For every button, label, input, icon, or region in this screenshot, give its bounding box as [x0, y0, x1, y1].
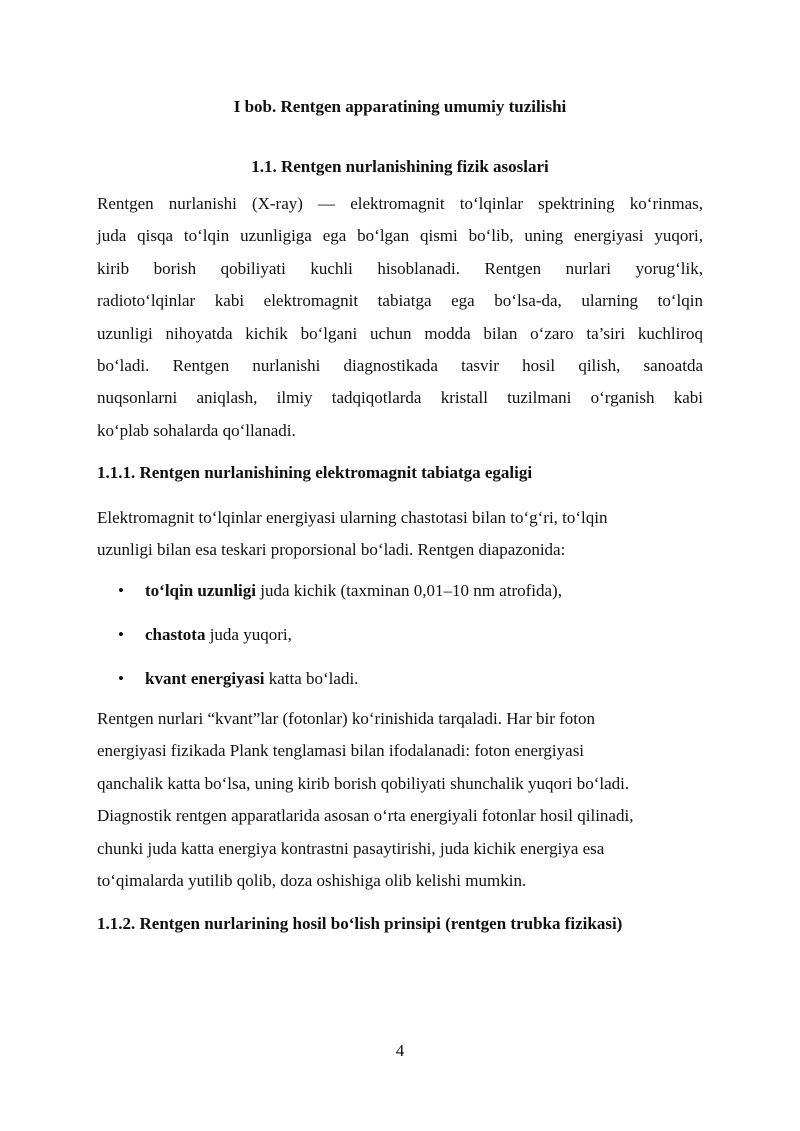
page-number: 4 — [395, 1041, 405, 1060]
bullet-term: to‘lqin uzunligi — [145, 581, 257, 600]
paragraph-line: qanchalik katta bo‘lsa, uning kirib borish qobiliyati shunchalik yuqori bo‘ladi. — [97, 773, 630, 793]
paragraph-line: to‘qimalarda yutilib qolib, doza oshishiga olib kelishi mumkin. — [97, 871, 527, 891]
bullet-term: kvant energiyasi — [145, 669, 265, 688]
paragraph-line: kirib borish qobiliyati kuchli hisoblanadi. Rentgen nurlari yorug‘lik, — [97, 258, 703, 278]
bullet-description: katta bo‘ladi. — [264, 669, 359, 688]
paragraph-line: nuqsonlarni aniqlash, ilmiy tadqiqotlarda kristall tuzilmani o‘rganish kabi — [97, 388, 703, 408]
section-title: 1.1. Rentgen nurlanishining fizik asoslari — [251, 157, 549, 176]
bullet-icon: • — [118, 625, 124, 644]
paragraph-line: juda qisqa to‘lqin uzunligiga ega bo‘lgan qismi bo‘lib, uning energiyasi yuqori, — [97, 226, 703, 246]
paragraph-line: Rentgen nurlanishi (X-ray) — elektromagnit to‘lqinlar spektrining ko‘rinmas, — [97, 194, 703, 213]
paragraph-line: chunki juda katta energiya kontrastni pasaytirishi, juda kichik energiya esa — [97, 838, 605, 858]
paragraph-line: uzunligi nihoyatda kichik bo‘lgani uchun modda bilan o‘zaro ta’siri kuchliroq — [97, 323, 703, 343]
paragraph-line: radioto‘lqinlar kabi elektromagnit tabiatga ega bo‘lsa-da, ularning to‘lqin — [97, 291, 703, 311]
subsection-1-after-paragraph — [97, 703, 707, 897]
bullet-icon: • — [118, 669, 124, 688]
chapter-title: I bob. Rentgen apparatining umumiy tuzilishi — [233, 97, 567, 116]
bullet-icon: • — [118, 581, 124, 600]
paragraph-line: Rentgen nurlari “kvant”lar (fotonlar) ko‘rinishida tarqaladi. Har bir foton — [97, 709, 596, 728]
paragraph-line: bo‘ladi. Rentgen nurlanishi diagnostikada tasvir hosil qilish, sanoatda — [97, 356, 703, 376]
bullet-description: juda yuqori, — [205, 625, 292, 644]
intro-paragraph — [97, 188, 703, 447]
subsection-heading-1: 1.1.1. Rentgen nurlanishining elektromagnit tabiatga egaligi — [97, 463, 533, 482]
bullet-term: chastota — [145, 625, 206, 644]
subsection-1-paragraph — [97, 502, 707, 567]
paragraph-line: Diagnostik rentgen apparatlarida asosan o‘rta energiyali fotonlar hosil qilinadi, — [97, 806, 634, 826]
bullet-description: juda kichik (taxminan 0,01–10 nm atrofida), — [256, 581, 562, 600]
paragraph-line: ko‘plab sohalarda qo‘llanadi. — [97, 420, 296, 440]
paragraph-line: energiyasi fizikada Plank tenglamasi bilan ifodalanadi: foton energiyasi — [97, 741, 585, 761]
subsection-heading-2: 1.1.2. Rentgen nurlarining hosil bo‘lish prinsipi (rentgen trubka fizikasi) — [97, 914, 623, 933]
paragraph-line: Elektromagnit to‘lqinlar energiyasi ularning chastotasi bilan to‘g‘ri, to‘lqin — [97, 508, 608, 527]
paragraph-line: uzunligi bilan esa teskari proporsional bo‘ladi. Rentgen diapazonida: — [97, 540, 566, 560]
